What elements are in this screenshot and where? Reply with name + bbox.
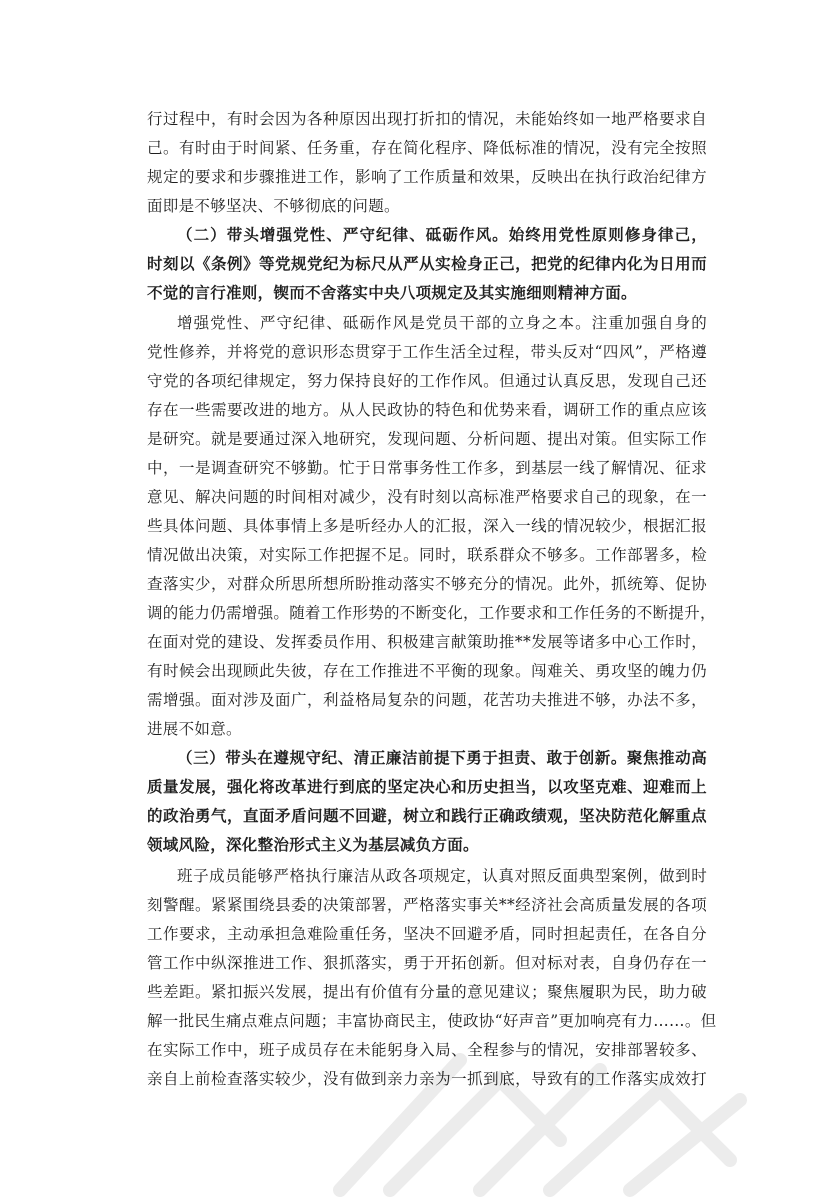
- paragraph-line: 意见、解决问题的时间相对减少，没有时刻以高标准严格要求自己的现象，在一: [147, 488, 707, 506]
- paragraph-line: 行过程中，有时会因为各种原因出现打折扣的情况，未能始终如一地严格要求自: [147, 110, 707, 128]
- section-heading-line: （三）带头在遵规守纪、清正廉洁前提下勇于担责、敢于创新。聚焦推动高: [177, 748, 707, 767]
- section-heading-line: 不觉的言行准则，锲而不舍落实中央八项规定及其实施细则精神方面。: [147, 283, 637, 302]
- paragraph-line: 在面对党的建设、发挥委员作用、积极建言献策助推**发展等诸多中心工作时，: [147, 633, 707, 651]
- section-heading-line: （二）带头增强党性、严守纪律、砥砺作风。始终用党性原则修身律己，: [177, 225, 707, 244]
- paragraph-line: 查落实少，对群众所思所想所盼推动落实不够充分的情况。此外，抓统筹、促协: [147, 575, 707, 593]
- paragraph-line: 规定的要求和步骤推进工作，影响了工作质量和效果，反映出在执行政治纪律方: [147, 168, 707, 186]
- paragraph-line: 在实际工作中，班子成员存在未能躬身入局、全程参与的情况，安排部署较多、: [147, 1041, 707, 1059]
- paragraph-line: 刻警醒。紧紧围绕县委的决策部署，严格落实事关**经济社会高质量发展的各项: [147, 896, 707, 914]
- paragraph-line: 己。有时由于时间紧、任务重，存在简化程序、降低标准的情况，没有完全按照: [147, 139, 707, 157]
- paragraph-line: 存在一些需要改进的地方。从人民政协的特色和优势来看，调研工作的重点应该: [147, 401, 707, 419]
- section-heading-line: 的政治勇气，直面矛盾问题不回避，树立和践行正确政绩观，坚决防范化解重点: [147, 806, 707, 825]
- paragraph-line: 管工作中纵深推进工作、狠抓落实，勇于开拓创新。但对标对表，自身仍存在一: [147, 954, 707, 972]
- section-heading-line: 时刻以《条例》等党规党纪为标尺从严从实检身正己，把党的纪律内化为日用而: [147, 254, 707, 273]
- paragraph-line: 调的能力仍需增强。随着工作形势的不断变化，工作要求和工作任务的不断提升，: [147, 604, 716, 622]
- paragraph-line: 是研究。就是要通过深入地研究，发现问题、分析问题、提出对策。但实际工作: [147, 430, 707, 448]
- section-heading-line: 质量发展，强化将改革进行到底的坚定决心和历史担当，以攻坚克难、迎难而上: [147, 777, 707, 796]
- section-heading-line: 领域风险，深化整治形式主义为基层减负方面。: [147, 835, 479, 854]
- paragraph-line: 中，一是调查研究不够勤。忙于日常事务性工作多，到基层一线了解情况、征求: [147, 459, 707, 477]
- paragraph-line: 工作要求，主动承担急难险重任务，坚决不回避矛盾，同时担起责任，在各自分: [147, 925, 707, 943]
- paragraph-line: 进展不如意。: [147, 720, 242, 738]
- paragraph-line: 解一批民生痛点难点问题；丰富协商民主，使政协“好声音”更加响亮有力……。但: [147, 1012, 717, 1030]
- paragraph-line: 守党的各项纪律规定，努力保持良好的工作作风。但通过认真反思，发现自己还: [147, 372, 707, 390]
- paragraph-line: 党性修养，并将党的意识形态贯穿于工作生活全过程，带头反对“四风”，严格遵: [147, 343, 707, 361]
- paragraph-line: 情况做出决策，对实际工作把握不足。同时，联系群众不够多。工作部署多，检: [147, 546, 707, 564]
- paragraph-line: 班子成员能够严格执行廉洁从政各项规定，认真对照反面典型案例，做到时: [177, 867, 707, 885]
- paragraph-line: 增强党性、严守纪律、砥砺作风是党员干部的立身之本。注重加强自身的: [177, 314, 707, 332]
- paragraph-line: 有时候会出现顾此失彼，存在工作推进不平衡的现象。闯难关、勇攻坚的魄力仍: [147, 662, 707, 680]
- paragraph-line: 面即是不够坚决、不够彻底的问题。: [147, 197, 400, 215]
- paragraph-line: 需增强。面对涉及面广，利益格局复杂的问题，花苦功夫推进不够，办法不多，: [147, 691, 707, 709]
- paragraph-line: 些具体问题、具体事情上多是听经办人的汇报，深入一线的情况较少，根据汇报: [147, 517, 707, 535]
- paragraph-line: 亲自上前检查落实较少，没有做到亲力亲为一抓到底，导致有的工作落实成效打: [147, 1070, 707, 1088]
- paragraph-line: 些差距。紧扣振兴发展，提出有价值有分量的意见建议；聚焦履职为民，助力破: [147, 983, 707, 1001]
